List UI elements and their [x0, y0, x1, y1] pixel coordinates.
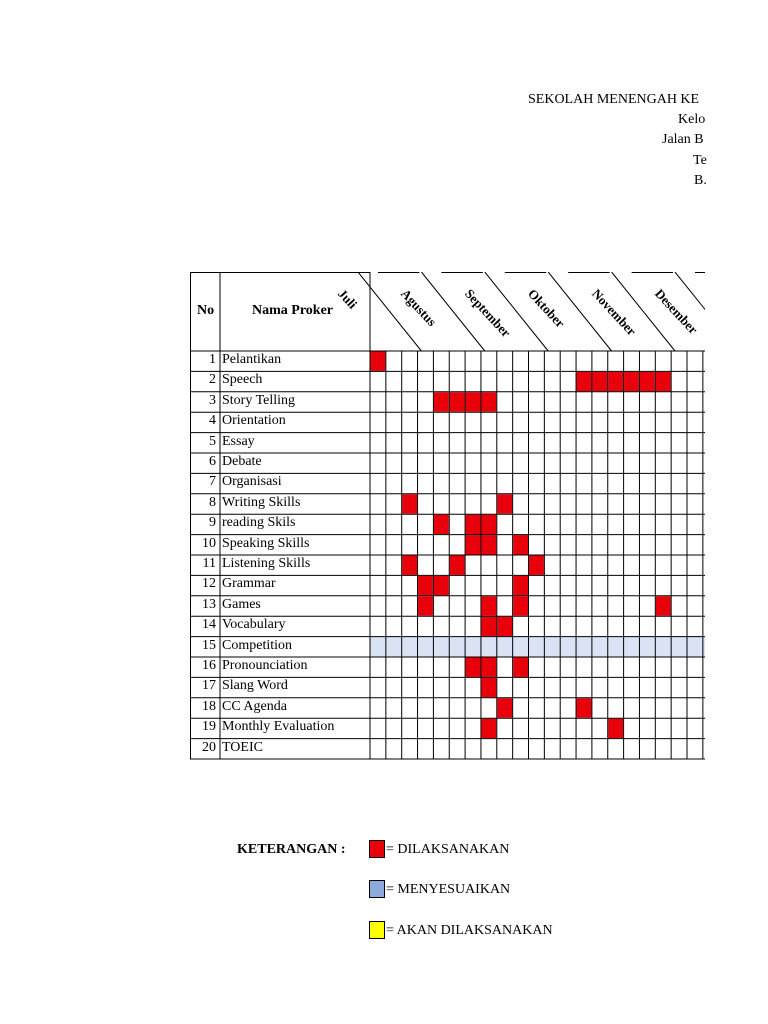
row-number: 19 [202, 719, 216, 735]
header-line-4: Te [693, 153, 707, 168]
done-cell [608, 372, 623, 391]
done-cell [592, 372, 607, 391]
adjust-row-fill [370, 637, 705, 657]
done-cell [513, 576, 528, 595]
done-cell [624, 372, 639, 391]
legend-title: KETERANGAN : [237, 842, 346, 857]
header-line-2: Kelo [678, 112, 706, 127]
row-number: 13 [202, 596, 216, 612]
program-name: Story Telling [222, 392, 296, 408]
row-number: 14 [202, 617, 216, 633]
program-name: Writing Skills [222, 494, 301, 510]
row-number: 18 [202, 698, 216, 714]
program-name: Games [222, 596, 261, 612]
done-cell [481, 658, 496, 677]
done-cell [513, 596, 528, 615]
program-name: Debate [222, 454, 262, 469]
done-cell [402, 556, 417, 575]
done-cell [402, 494, 417, 513]
done-cell [466, 658, 481, 677]
done-cell [371, 352, 386, 371]
program-name: TOEIC [222, 739, 263, 755]
program-name: reading Skils [222, 515, 296, 531]
done-cell [466, 392, 481, 411]
program-name: Essay [222, 433, 255, 449]
done-cell [577, 372, 592, 391]
month-label-agustus: Agustus [398, 286, 440, 329]
month-label-september: September [461, 286, 514, 341]
done-cell [497, 698, 512, 717]
month-label-november: November [588, 286, 639, 339]
month-label-juli: Juli [335, 286, 361, 312]
program-name: Pelantikan [222, 352, 282, 367]
program-name: Speaking Skills [222, 535, 310, 551]
program-name: Pronounciation [222, 658, 308, 673]
done-cell [640, 372, 655, 391]
row-number: 7 [209, 474, 216, 490]
row-number: 10 [202, 535, 216, 551]
legend-swatch-done [369, 840, 385, 858]
row-number: 4 [209, 413, 216, 429]
row-number: 2 [209, 372, 216, 388]
done-cell [513, 535, 528, 554]
program-name: Grammar [222, 576, 276, 592]
legend-label-done: = DILAKSANAKAN [386, 842, 510, 857]
row-number: 6 [209, 454, 216, 469]
done-cell [434, 515, 449, 534]
program-name: Monthly Evaluation [222, 719, 335, 735]
month-label-oktober: Oktober [525, 286, 569, 331]
done-cell [434, 392, 449, 411]
row-number: 15 [202, 637, 216, 653]
row-number: 8 [209, 494, 216, 510]
done-cell [481, 535, 496, 554]
done-cell [481, 617, 496, 636]
done-cell [450, 556, 465, 575]
done-cell [608, 719, 623, 738]
row-number: 12 [202, 576, 216, 592]
done-cell [481, 678, 496, 697]
row-number: 20 [202, 739, 216, 755]
done-cell [450, 392, 465, 411]
program-name: Vocabulary [222, 617, 286, 633]
done-cell [481, 719, 496, 738]
done-cell [656, 372, 671, 391]
school-name: SEKOLAH MENENGAH KE [528, 92, 700, 107]
done-cell [577, 698, 592, 717]
done-cell [497, 494, 512, 513]
row-number: 5 [209, 433, 216, 449]
done-cell [418, 576, 433, 595]
header-line-3: Jalan B [662, 132, 704, 147]
done-cell [656, 596, 671, 615]
done-cell [418, 596, 433, 615]
column-header-no: No [197, 303, 215, 318]
row-number: 3 [209, 392, 216, 408]
done-cell [497, 617, 512, 636]
program-name: Organisasi [222, 474, 282, 490]
done-cell [481, 515, 496, 534]
row-number: 11 [202, 556, 216, 571]
row-number: 16 [202, 658, 216, 673]
program-name: Listening Skills [222, 556, 311, 571]
done-cell [529, 556, 544, 575]
program-name: Speech [222, 372, 263, 388]
program-name: Slang Word [222, 678, 288, 694]
program-name: Competition [222, 637, 292, 653]
schedule-table [190, 272, 705, 760]
row-number: 1 [209, 352, 216, 367]
done-cell [434, 576, 449, 595]
done-cell [481, 596, 496, 615]
program-name: CC Agenda [222, 698, 287, 714]
month-label-desember: Desember [652, 286, 701, 337]
done-cell [481, 392, 496, 411]
done-cell [466, 515, 481, 534]
header-line-5: B. [694, 173, 707, 188]
row-number: 9 [209, 515, 216, 531]
done-cell [466, 535, 481, 554]
legend-label-planned: = AKAN DILAKSANAKAN [386, 923, 553, 938]
legend-swatch-adjust [369, 880, 385, 898]
legend-swatch-planned [369, 921, 385, 939]
done-cell [513, 658, 528, 677]
row-number: 17 [202, 678, 216, 694]
column-header-name: Nama Proker [252, 303, 333, 318]
legend-label-adjust: = MENYESUAIKAN [386, 882, 511, 897]
program-name: Orientation [222, 413, 286, 429]
